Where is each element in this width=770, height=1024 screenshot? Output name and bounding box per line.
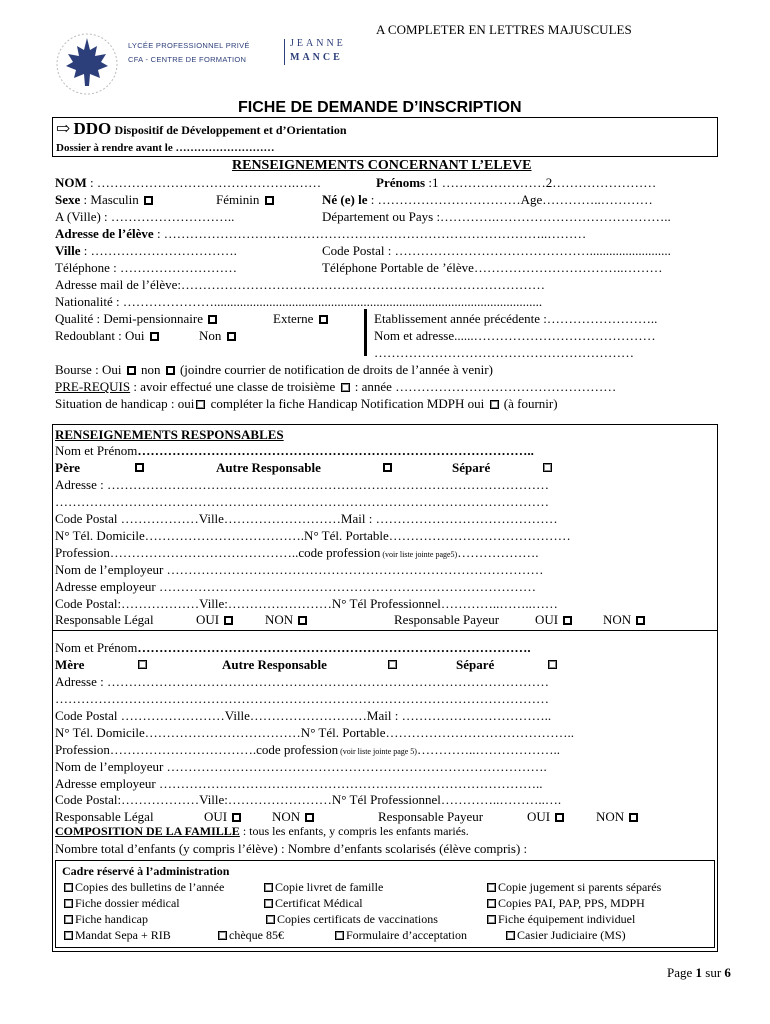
etablissement-dots-field[interactable]: …………………………………………………… [374, 345, 634, 360]
pere-payeur-non: NON [603, 612, 647, 628]
deadline-field[interactable]: Dossier à rendre avant le ……………………… [56, 142, 275, 154]
departement-field[interactable]: Département ou Pays :………….………………………………….. [322, 209, 671, 224]
logo-line-2: CFA - CENTRE DE FORMATION [128, 55, 247, 64]
mere-legal-label: Responsable Légal [55, 809, 154, 824]
arrow-right-icon: ⇨ [56, 119, 71, 138]
feminin-checkbox[interactable] [265, 196, 274, 205]
mere-employeur-field[interactable]: Nom de l’employeur ……………………………………………………………………………. [55, 759, 547, 774]
admin-checkbox[interactable] [487, 899, 496, 908]
mere-payeur-label: Responsable Payeur [378, 809, 484, 824]
mere-autre-resp-label: Autre Responsable [222, 657, 327, 672]
mere-checkbox[interactable] [138, 660, 147, 669]
mail-field[interactable]: Adresse mail de l’élève:………………………………………………………………………… [55, 277, 545, 292]
mere-label: Mère [55, 657, 85, 672]
pere-legal-oui: OUI [196, 612, 235, 628]
mere-adresse2-field[interactable]: …………………………………………………………………………………………………… [55, 691, 549, 706]
externe-field: Externe [273, 311, 330, 327]
autre-resp-label: Autre Responsable [216, 460, 321, 475]
pere-cp-ville-mail-field[interactable]: Code Postal ………………Ville………………………Mail : …………………………………… [55, 511, 558, 526]
pere-adresse2-field[interactable]: …………………………………………………………………………………………………… [55, 494, 549, 509]
mere-separe-checkbox[interactable] [548, 660, 557, 669]
admin-item: Copie livret de famille [262, 880, 383, 895]
adresse-eleve-field[interactable]: Adresse de l’élève : ……………………………………………………………………………..……… [55, 226, 587, 241]
pere-adresse-field[interactable]: Adresse : ………………………………………………………………………………………… [55, 477, 549, 492]
admin-checkbox[interactable] [264, 883, 273, 892]
pere-tel-field[interactable]: N° Tél. Domicile……………………………….N° Tél. Portable…………………………………… [55, 528, 571, 543]
ville-field[interactable]: Ville : ……………………………. [55, 243, 237, 258]
composition-famille: COMPOSITION DE LA FAMILLE : tous les enfants, y compris les enfants mariés. [55, 824, 469, 838]
admin-item: Fiche équipement individuel [485, 912, 635, 927]
bourse-oui-checkbox[interactable] [127, 366, 136, 375]
mdph-oui-checkbox[interactable] [490, 400, 499, 409]
pere-legal-non-checkbox[interactable] [298, 616, 307, 625]
pere-separe-checkbox[interactable] [543, 463, 552, 472]
mere-cp-pro-field[interactable]: Code Postal:………………Ville:……………………N° Tél Professionnel…………..………..…. [55, 792, 562, 807]
nom-adresse-field[interactable]: Nom et adresse......…………………………………… [374, 328, 656, 343]
nationalite-field[interactable]: Nationalité : …………………..................................................................................................... [55, 294, 543, 309]
admin-checkbox[interactable] [64, 899, 73, 908]
pere-payeur-oui-checkbox[interactable] [563, 616, 572, 625]
mere-legal-non-checkbox[interactable] [305, 813, 314, 822]
mere-profession-field[interactable]: Profession…………………………….code profession (voir liste jointe page 5)…………..……………….. [55, 742, 560, 757]
mere-payeur-oui: OUI [527, 809, 566, 825]
nom-field[interactable]: NOM : ……………………………………….…… [55, 175, 322, 190]
ddo-label: Dispositif de Développement et d’Orientation [114, 123, 347, 137]
mere-legal-oui-checkbox[interactable] [232, 813, 241, 822]
admin-checkbox[interactable] [64, 915, 73, 924]
admin-checkbox[interactable] [335, 931, 344, 940]
admin-item: Copies certificats de vaccinations [264, 912, 438, 927]
pere-payeur-oui: OUI [535, 612, 574, 628]
admin-heading: Cadre réservé à l’administration [62, 864, 230, 878]
logo-line-1: LYCÉE PROFESSIONNEL PRIVÉ [128, 41, 250, 50]
mere-autre-checkbox[interactable] [388, 660, 397, 669]
prenoms-field[interactable]: Prénoms :1 ……………………2…………………… [376, 175, 657, 190]
admin-item: Fiche dossier médical [62, 896, 180, 911]
pere-adresse-employeur-field[interactable]: Adresse employeur …………………………………………………………………………… [55, 579, 536, 594]
etablissement-field[interactable]: Etablissement année précédente :…………………….. [374, 311, 658, 326]
admin-checkbox[interactable] [266, 915, 275, 924]
mere-adresse-employeur-field[interactable]: Adresse employeur …………………………………………………………………………….. [55, 776, 543, 791]
eleve-section-heading: RENSEIGNEMENTS CONCERNANT L’ELEVE [232, 158, 532, 173]
admin-item: Formulaire d’acceptation [333, 928, 467, 943]
ddo-code: DDO [73, 119, 112, 138]
mere-payeur-oui-checkbox[interactable] [555, 813, 564, 822]
pere-autre-checkbox[interactable] [383, 463, 392, 472]
pere-label: Père [55, 460, 81, 475]
admin-item: Fiche handicap [62, 912, 148, 927]
mere-cp-ville-mail-field[interactable]: Code Postal ……………………Ville………………………Mail : …………………………….. [55, 708, 552, 723]
pere-cp-pro-field[interactable]: Code Postal:………………Ville:……………………N° Tél Professionnel…………..……..…… [55, 596, 558, 611]
logo-name-1: JEANNE [290, 38, 346, 49]
mere-adresse-field[interactable]: Adresse : ………………………………………………………………………………………… [55, 674, 549, 689]
telephone-field[interactable]: Téléphone : ……………………… [55, 260, 237, 275]
admin-item: Copies PAI, PAP, PPS, MDPH [485, 896, 645, 911]
page-title: FICHE DE DEMANDE D’INSCRIPTION [238, 99, 522, 116]
admin-item: Certificat Médical [262, 896, 363, 911]
bourse-non-checkbox[interactable] [166, 366, 175, 375]
pere-legal-label: Responsable Légal [55, 612, 154, 627]
externe-checkbox[interactable] [319, 315, 328, 324]
pere-payeur-label: Responsable Payeur [394, 612, 500, 627]
admin-item: Casier Judiciaire (MS) [504, 928, 626, 943]
handicap-oui-checkbox[interactable] [196, 400, 205, 409]
masculin-checkbox[interactable] [144, 196, 153, 205]
prerequis-field: PRE-REQUIS : avoir effectué une classe de troisième : année …………………………………………… [55, 379, 617, 394]
sexe-field: Sexe : Masculin [55, 192, 155, 208]
admin-item: Copies des bulletins de l’année [62, 880, 224, 895]
pere-payeur-non-checkbox[interactable] [636, 616, 645, 625]
redoublant-oui-checkbox[interactable] [150, 332, 159, 341]
pere-legal-non: NON [265, 612, 309, 628]
pere-employeur-field[interactable]: Nom de l’employeur …………………………………………………………………………… [55, 562, 544, 577]
school-logo [52, 28, 352, 98]
redoublant-non-field: Non [199, 328, 238, 344]
mere-tel-field[interactable]: N° Tél. Domicile………………………………N° Tél. Portable…………………………………….. [55, 725, 575, 740]
telephone-portable-field[interactable]: Téléphone Portable de ’élève……………………………..……… [322, 260, 663, 275]
admin-checkbox[interactable] [506, 931, 515, 940]
mere-payeur-non-checkbox[interactable] [629, 813, 638, 822]
redoublant-non-checkbox[interactable] [227, 332, 236, 341]
maple-leaf-icon [52, 28, 122, 98]
pere-nom-prenom-field[interactable]: Nom et Prénom……………………………………………………………………………….. [55, 443, 534, 458]
admin-checkbox[interactable] [487, 883, 496, 892]
handicap-field: Situation de handicap : oui compléter la fiche Handicap Notification MDPH oui (à fournir) [55, 396, 558, 411]
ddo-heading [56, 119, 347, 139]
responsables-heading: RENSEIGNEMENTS RESPONSABLES [55, 427, 284, 442]
pere-profession-field[interactable]: Profession……………………………………..code profession (voir liste jointe page5)………………. [55, 545, 539, 560]
admin-checkbox[interactable] [264, 899, 273, 908]
mere-separe-label: Séparé [456, 657, 495, 672]
admin-item: Copie jugement si parents séparés [485, 880, 661, 895]
page-number: Page 1 sur 6 [667, 965, 731, 980]
pere-checkbox[interactable] [135, 463, 144, 472]
feminin-field: Féminin [216, 192, 276, 208]
qualite-field: Qualité : Demi-pensionnaire [55, 311, 219, 327]
admin-item: chèque 85€ [216, 928, 284, 943]
date-naissance-field[interactable]: Né (e) le : ……………………………Age…………..………… [322, 192, 653, 207]
mere-legal-non: NON [272, 809, 316, 825]
redoublant-field: Redoublant : Oui [55, 328, 161, 344]
code-postal-field[interactable]: Code Postal : ………………………………………......................... [322, 243, 671, 258]
vertical-divider [364, 309, 367, 356]
admin-checkbox[interactable] [218, 931, 227, 940]
responsables-divider [52, 630, 718, 631]
logo-name-2: MANCE [290, 52, 343, 63]
admin-checkbox[interactable] [64, 931, 73, 940]
separe-label: Séparé [452, 460, 491, 475]
admin-item: Mandat Sepa + RIB [62, 928, 171, 943]
instruction-text: A COMPLETER EN LETTRES MAJUSCULES [376, 22, 632, 37]
admin-checkbox[interactable] [487, 915, 496, 924]
mere-payeur-non: NON [596, 809, 640, 825]
mere-nom-prenom-field[interactable]: Nom et Prénom………………………………………………………………………………. [55, 640, 531, 655]
mere-legal-oui: OUI [204, 809, 243, 825]
bourse-field: Bourse : Oui non (joindre courrier de notification de droits de l’année à venir) [55, 362, 493, 377]
admin-checkbox[interactable] [64, 883, 73, 892]
pere-legal-oui-checkbox[interactable] [224, 616, 233, 625]
demi-pensionnaire-checkbox[interactable] [208, 315, 217, 324]
ville-naissance-field[interactable]: A (Ville) : ……………………….. [55, 209, 235, 224]
troisieme-checkbox[interactable] [341, 383, 350, 392]
nombre-enfants-field[interactable]: Nombre total d’enfants (y compris l’élève) : Nombre d’enfants scolarisés (élève compris) : [55, 841, 528, 856]
